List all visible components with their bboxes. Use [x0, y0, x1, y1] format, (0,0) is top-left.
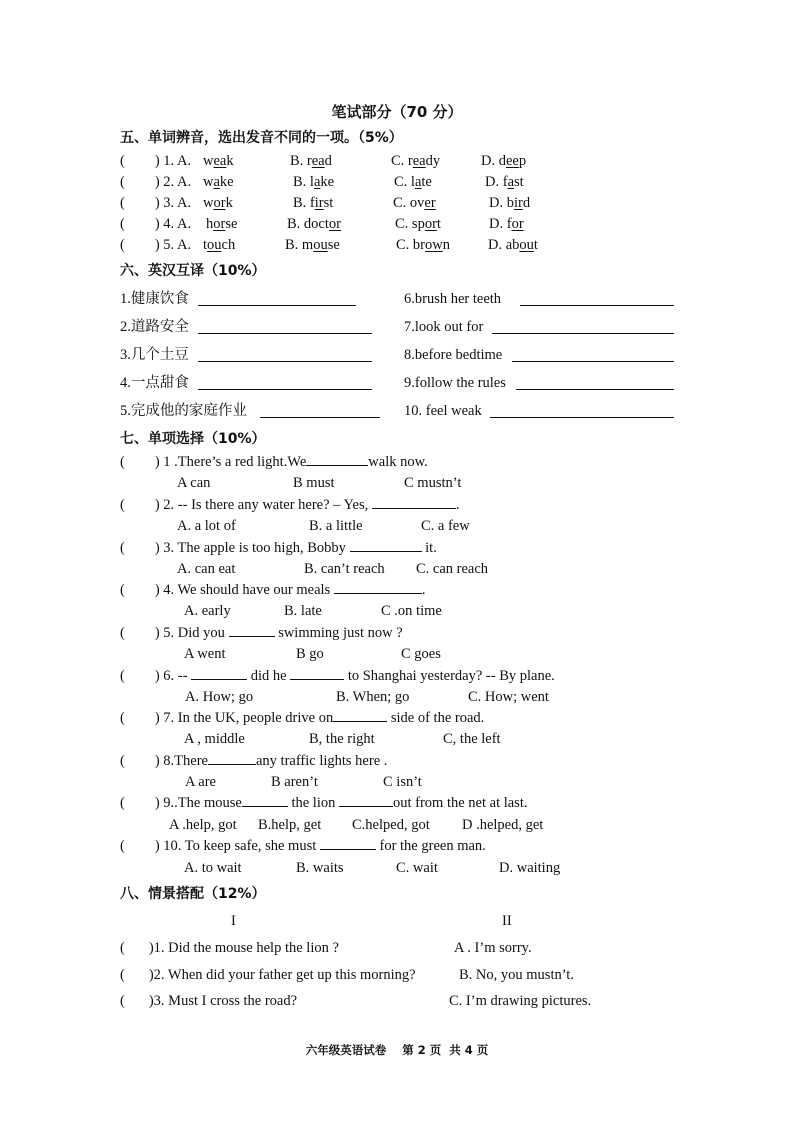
option-a: weak — [203, 153, 234, 169]
option: C isn’t — [383, 774, 422, 790]
answer-line[interactable] — [512, 361, 674, 362]
option: C, the left — [443, 731, 501, 747]
option: A. can eat — [177, 561, 236, 577]
option: A , middle — [184, 731, 245, 747]
answer-blank[interactable] — [242, 794, 288, 807]
question-number: ( ) 1. A. — [120, 153, 192, 169]
option: A went — [184, 646, 226, 662]
translation-item: 4.一点甜食 — [120, 375, 189, 391]
option: A can — [177, 475, 211, 491]
matching-answer: B. No, you mustn’t. — [459, 967, 574, 983]
question: ( ) 1 .There’s a red light.We walk now. — [120, 454, 428, 470]
option: C goes — [401, 646, 441, 662]
option: B. waits — [296, 860, 344, 876]
translation-item: 10. feel weak — [404, 403, 482, 419]
option: A. How; go — [185, 689, 254, 705]
translation-item: 7.look out for — [404, 319, 484, 335]
question: ( ) 2. -- Is there any water here? – Yes, . — [120, 497, 460, 513]
option: D .helped, get — [462, 817, 544, 833]
answer-line[interactable] — [198, 333, 372, 334]
answer-line[interactable] — [198, 389, 372, 390]
option: C. a few — [421, 518, 470, 534]
section-6-heading: 六、英汉互译（10%） — [120, 263, 266, 279]
option: B. can’t reach — [304, 561, 385, 577]
question: ( ) 8.There any traffic lights here . — [120, 753, 388, 769]
option-a: horse — [206, 216, 238, 232]
option: D. waiting — [499, 860, 561, 876]
answer-blank[interactable] — [339, 794, 393, 807]
option-b: B. first — [293, 195, 334, 211]
option-a: work — [203, 195, 233, 211]
answer-line[interactable] — [490, 417, 674, 418]
matching-question: ( )2. When did your father get up this morning? — [120, 967, 416, 983]
page-footer: 六年级英语试卷 第 2 页 共 4 页 — [305, 1043, 489, 1057]
option-c: C. over — [393, 195, 436, 211]
answer-line[interactable] — [520, 305, 674, 306]
answer-blank[interactable] — [320, 837, 376, 850]
option-b: B. lake — [293, 174, 335, 190]
option: C mustn’t — [404, 475, 462, 491]
option: A. early — [184, 603, 231, 619]
option: C. How; went — [468, 689, 549, 705]
option-b: B. mouse — [285, 237, 340, 253]
option: A. to wait — [184, 860, 242, 876]
section-8-heading: 八、情景搭配（12%） — [120, 886, 266, 902]
translation-item: 5.完成他的家庭作业 — [120, 403, 247, 419]
section-5-heading: 五、单词辨音，选出发音不同的一项。（5%） — [120, 130, 403, 146]
option: B. late — [284, 603, 322, 619]
question: ( ) 3. The apple is too high, Bobby it. — [120, 540, 437, 556]
translation-item: 1.健康饮食 — [120, 291, 189, 307]
option: B.help, get — [258, 817, 322, 833]
translation-item: 2.道路安全 — [120, 319, 189, 335]
option-c: C. brown — [396, 237, 450, 253]
question: ( ) 5. Did you swimming just now ? — [120, 625, 403, 641]
option: B, the right — [309, 731, 375, 747]
option: B aren’t — [271, 774, 318, 790]
matching-question: ( )1. Did the mouse help the lion ? — [120, 940, 339, 956]
translation-item: 9.follow the rules — [404, 375, 506, 391]
translation-item: 8.before bedtime — [404, 347, 503, 363]
question-number: ( ) 5. A. — [120, 237, 192, 253]
translation-item: 6.brush her teeth — [404, 291, 502, 307]
answer-blank[interactable] — [306, 453, 368, 466]
option: B. a little — [309, 518, 363, 534]
answer-line[interactable] — [260, 417, 380, 418]
question: ( ) 7. In the UK, people drive on side of the road. — [120, 710, 485, 726]
option-c: C. sport — [395, 216, 441, 232]
option: A. a lot of — [177, 518, 236, 534]
option-a: touch — [203, 237, 236, 253]
question: ( ) 10. To keep safe, she must for the green man. — [120, 838, 486, 854]
section-7-heading: 七、单项选择（10%） — [120, 431, 266, 447]
answer-blank[interactable] — [290, 667, 344, 680]
matching-answer: C. I’m drawing pictures. — [449, 993, 592, 1009]
question: ( ) 4. We should have our meals . — [120, 582, 426, 598]
option-c: C. late — [394, 174, 432, 190]
option-a: wake — [203, 174, 234, 190]
question: ( ) 6. -- did he to Shanghai yesterday? -- By plane. — [120, 668, 555, 684]
question: ( ) 9..The mouse the lion out from the net at last. — [120, 795, 528, 811]
option: C .on time — [381, 603, 442, 619]
answer-blank[interactable] — [372, 496, 456, 509]
translation-item: 3.几个土豆 — [120, 347, 189, 363]
answer-line[interactable] — [492, 333, 674, 334]
question-number: ( ) 2. A. — [120, 174, 192, 190]
answer-blank[interactable] — [333, 709, 387, 722]
column-header-i: I — [231, 913, 236, 929]
option-b: B. read — [290, 153, 332, 169]
option-d: D. bird — [489, 195, 531, 211]
option: B go — [296, 646, 324, 662]
answer-blank[interactable] — [350, 539, 422, 552]
matching-answer: A . I’m sorry. — [454, 940, 532, 956]
page-title: 笔试部分（70 分） — [331, 103, 463, 121]
question-number: ( ) 3. A. — [120, 195, 192, 211]
option-d: D. for — [489, 216, 524, 232]
option: C. can reach — [416, 561, 489, 577]
answer-blank[interactable] — [191, 667, 247, 680]
answer-blank[interactable] — [208, 752, 256, 765]
option-d: D. deep — [481, 153, 527, 169]
option-b: B. doctor — [287, 216, 341, 232]
question-number: ( ) 4. A. — [120, 216, 192, 232]
option: A .help, got — [169, 817, 237, 833]
option: C. wait — [396, 860, 438, 876]
option: A are — [185, 774, 216, 790]
option: B must — [293, 475, 335, 491]
answer-blank[interactable] — [229, 624, 275, 637]
option-d: D. about — [488, 237, 538, 253]
option-d: D. fast — [485, 174, 524, 190]
column-header-ii: II — [502, 913, 512, 929]
matching-question: ( )3. Must I cross the road? — [120, 993, 298, 1009]
option: C.helped, got — [352, 817, 430, 833]
option: B. When; go — [336, 689, 410, 705]
answer-line[interactable] — [198, 361, 372, 362]
answer-blank[interactable] — [334, 581, 422, 594]
answer-line[interactable] — [516, 389, 674, 390]
answer-line[interactable] — [198, 305, 356, 306]
option-c: C. ready — [391, 153, 441, 169]
